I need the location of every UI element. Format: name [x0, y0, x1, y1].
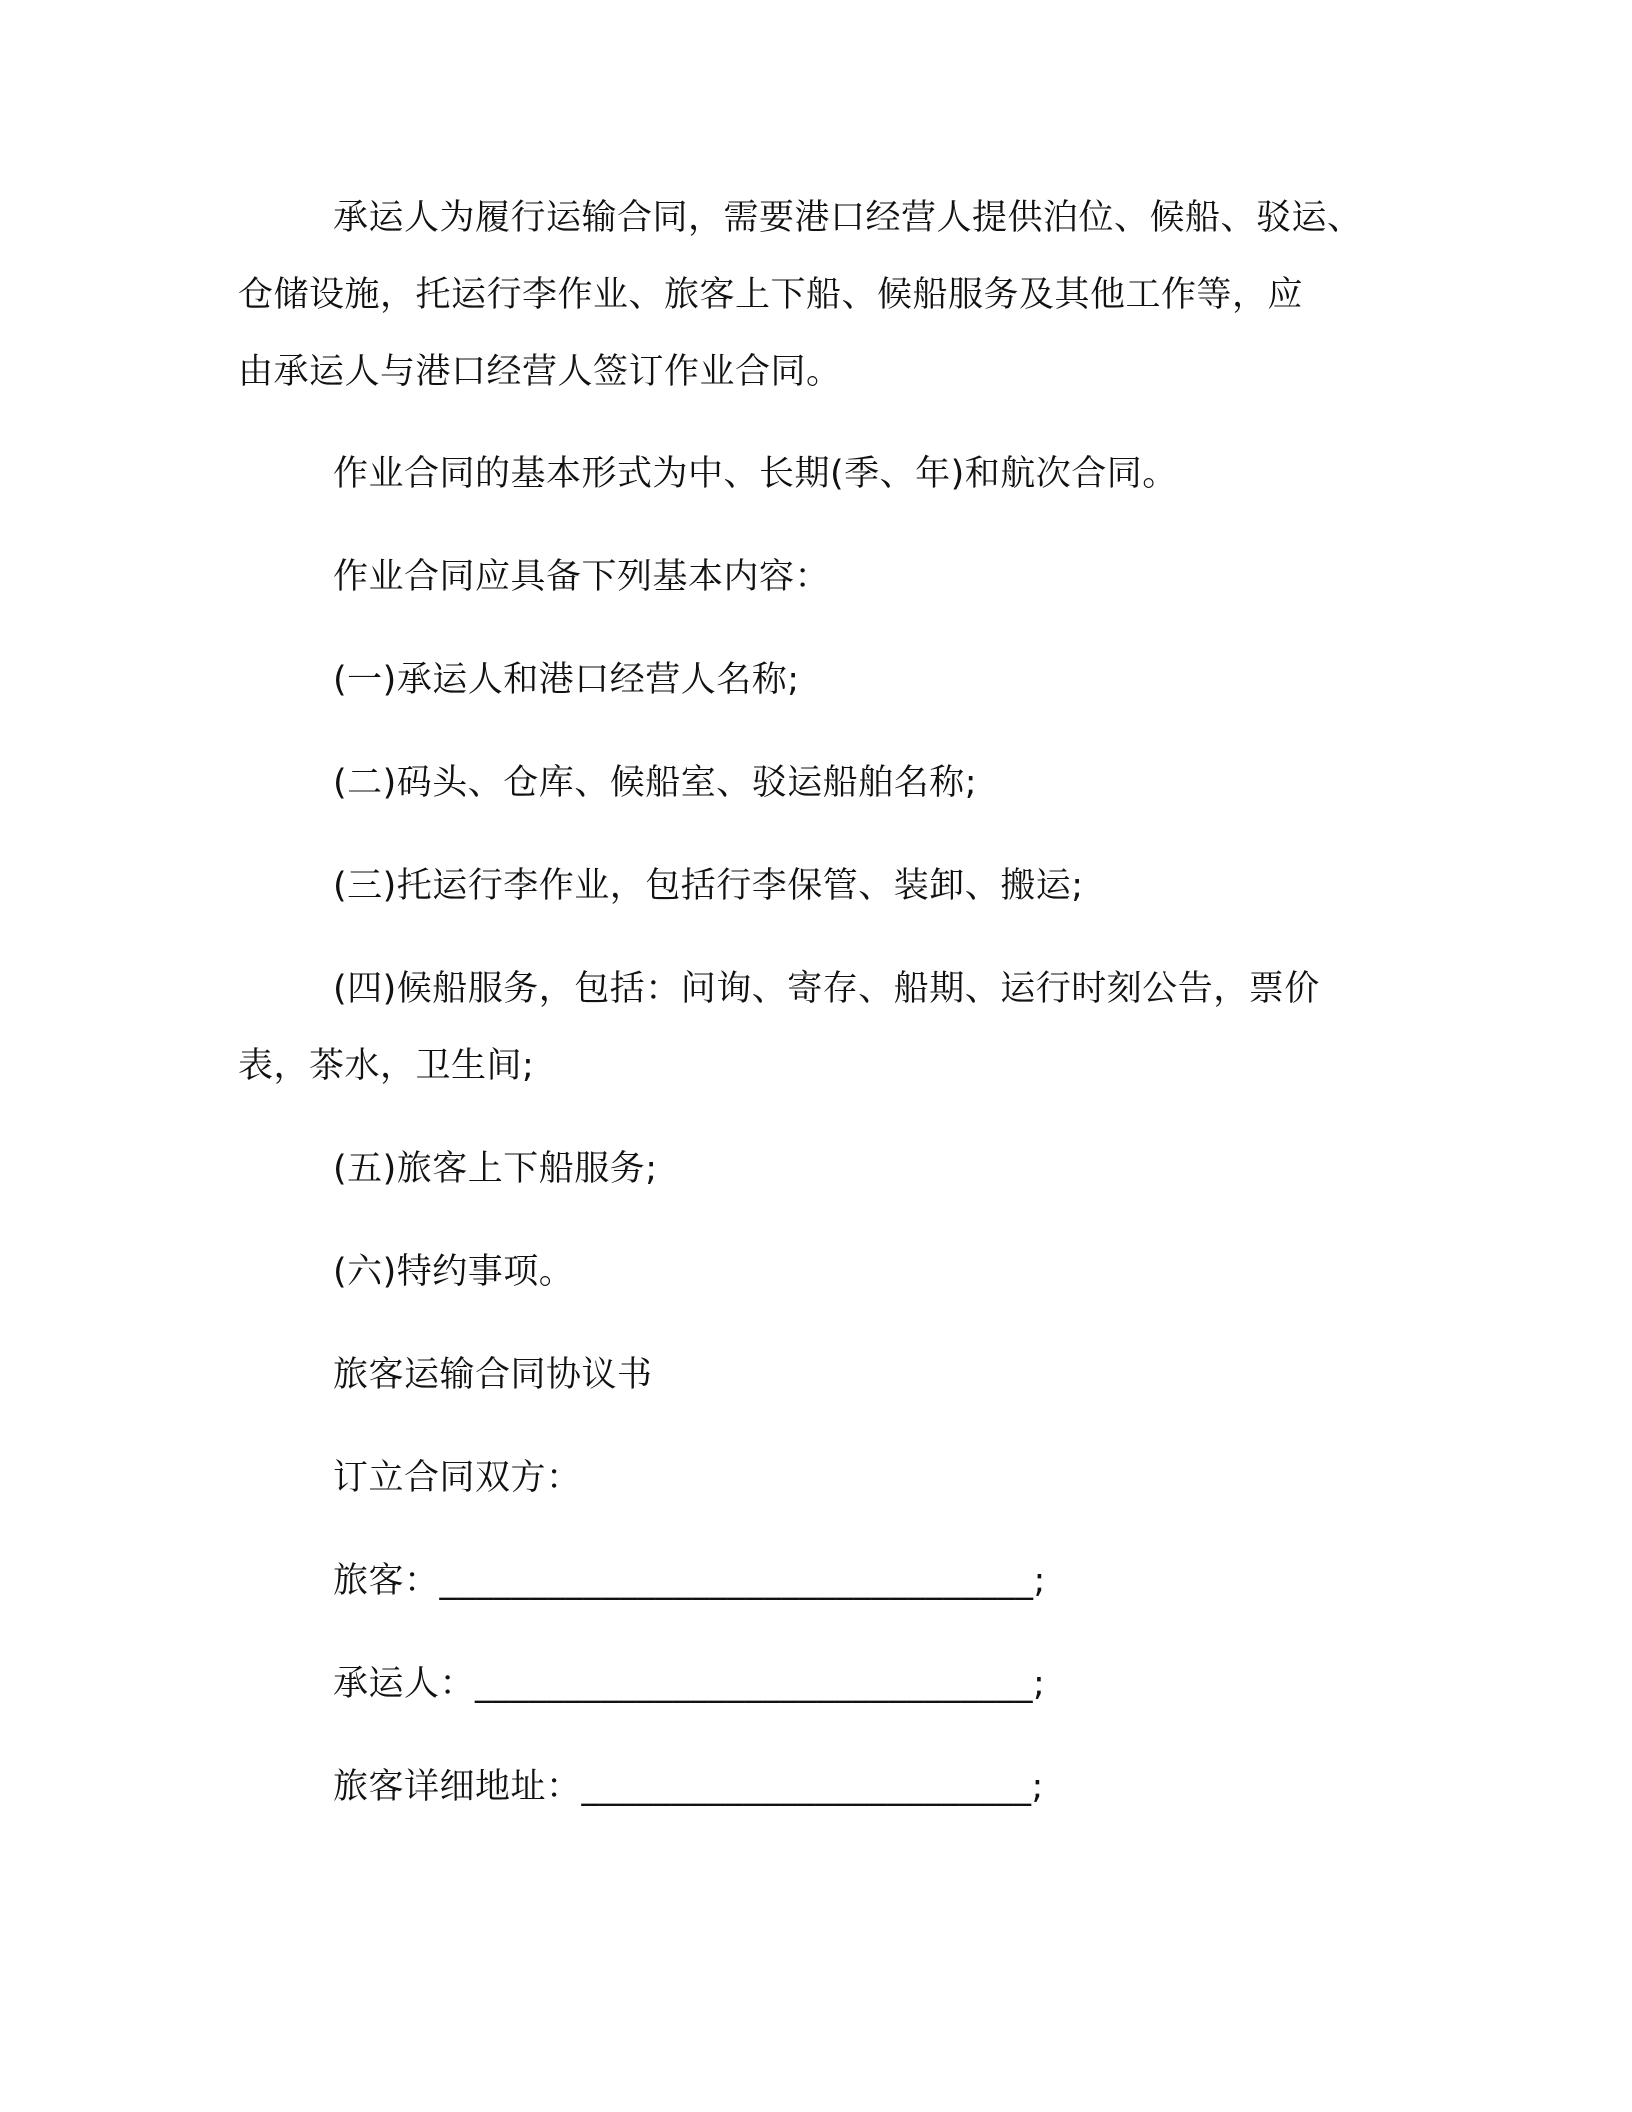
list-item-3: (三)托运行李作业，包括行李保管、装卸、搬运; [333, 866, 1084, 906]
passenger-address-field-line: 旅客详细地址：_________________________; [333, 1767, 1044, 1807]
paragraph-1-line-2: 仓储设施，托运行李作业、旅客上下船、候船服务及其他工作等，应 [238, 275, 1304, 315]
list-item-4-line-1: (四)候船服务，包括：问询、寄存、船期、运行时刻公告，票价 [333, 969, 1320, 1009]
paragraph-1-line-3: 由承运人与港口经营人签订作业合同。 [238, 352, 842, 392]
paragraph-contract-forms: 作业合同的基本形式为中、长期(季、年)和航次合同。 [333, 454, 1178, 494]
carrier-field-line: 承运人：_______________________________; [333, 1664, 1046, 1704]
list-item-6: (六)特约事项。 [333, 1252, 575, 1292]
list-item-5: (五)旅客上下船服务; [333, 1149, 658, 1189]
paragraph-contract-contents-intro: 作业合同应具备下列基本内容： [333, 557, 831, 597]
passenger-field-line: 旅客：_________________________________; [333, 1561, 1046, 1601]
agreement-title: 旅客运输合同协议书 [333, 1355, 653, 1395]
parties-heading: 订立合同双方： [333, 1458, 582, 1498]
list-item-1: (一)承运人和港口经营人名称; [333, 660, 800, 700]
list-item-4-line-2: 表，茶水，卫生间; [238, 1046, 535, 1086]
list-item-2: (二)码头、仓库、候船室、驳运船舶名称; [333, 763, 978, 803]
paragraph-1-line-1: 承运人为履行运输合同，需要港口经营人提供泊位、候船、驳运、 [333, 198, 1363, 238]
